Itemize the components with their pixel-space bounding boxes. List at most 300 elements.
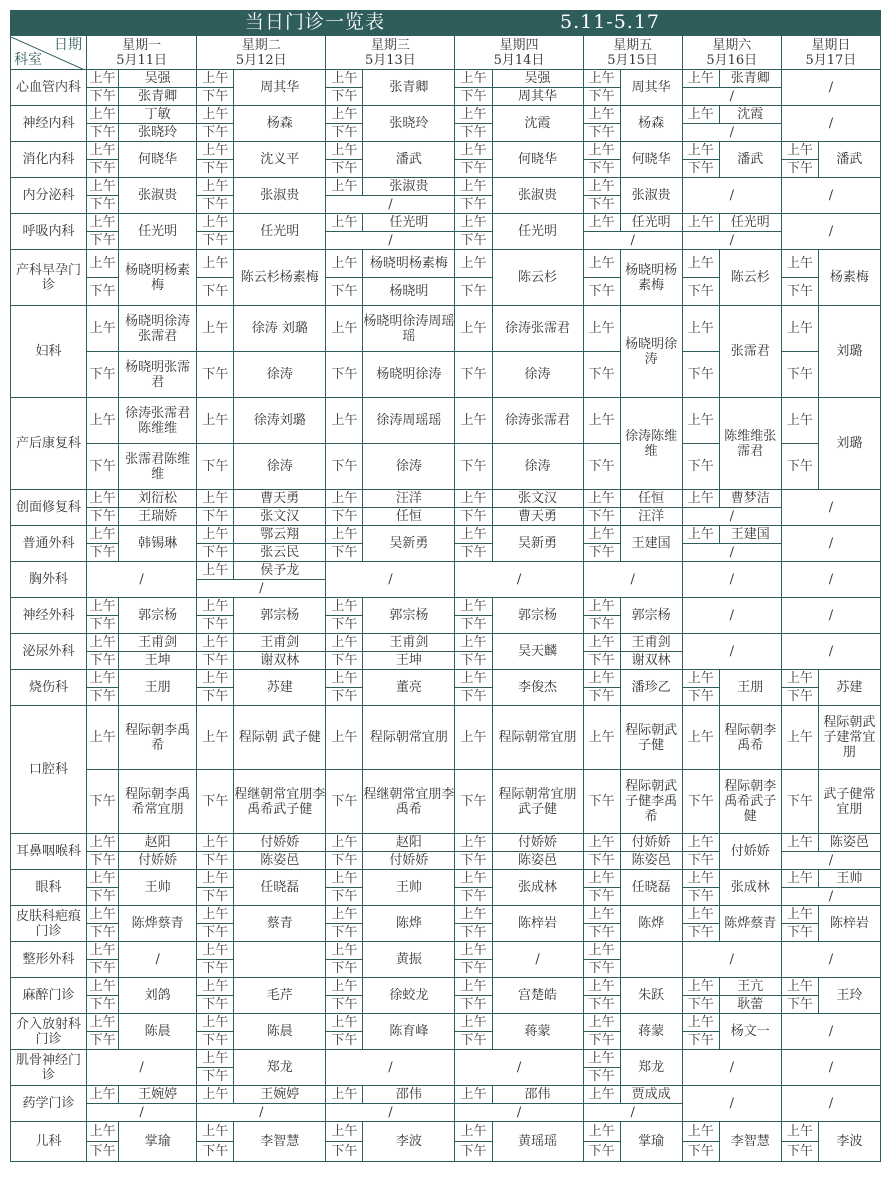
period-label-pm: 下午: [197, 688, 234, 706]
doctor-cell: 杨森: [620, 106, 682, 142]
period-label-pm: 下午: [583, 616, 620, 634]
period-label-pm: 下午: [455, 688, 492, 706]
period-label-am: 上午: [682, 706, 719, 770]
period-label-am: 上午: [781, 906, 818, 924]
doctor-cell-pm: 张云民: [234, 544, 326, 562]
period-label-am: 上午: [197, 706, 234, 770]
doctor-cell-am: 程际朝常宜朋: [492, 706, 583, 770]
period-label-am: 上午: [87, 870, 119, 888]
no-clinic-cell: /: [455, 1050, 583, 1086]
doctor-cell: 苏建: [818, 670, 880, 706]
period-label-pm: 下午: [455, 352, 492, 398]
doctor-cell: 杨晓明徐涛: [620, 306, 682, 398]
doctor-cell-am: 程际朝李禹希: [719, 706, 781, 770]
doctor-cell: 周其华: [234, 70, 326, 106]
department-name: 整形外科: [11, 942, 87, 978]
period-label-pm: 下午: [781, 352, 818, 398]
period-label-am: 上午: [682, 214, 719, 232]
no-clinic-cell: /: [781, 562, 880, 598]
period-label-am: 上午: [455, 106, 492, 124]
doctor-cell: 杨晓明杨素梅: [620, 250, 682, 306]
period-label-pm: 下午: [583, 1032, 620, 1050]
period-label-pm: 下午: [197, 278, 234, 306]
no-clinic-cell-pm: /: [682, 124, 781, 142]
period-label-am: 上午: [583, 398, 620, 444]
period-label-pm: 下午: [455, 996, 492, 1014]
period-label-am: 上午: [583, 834, 620, 852]
period-label-am: 上午: [87, 1122, 119, 1142]
period-label-pm: 下午: [455, 88, 492, 106]
period-label-am: 上午: [455, 978, 492, 996]
doctor-cell: 何晓华: [492, 142, 583, 178]
doctor-cell: 刘鸽: [119, 978, 197, 1014]
period-label-pm: 下午: [197, 996, 234, 1014]
period-label-am: 上午: [682, 670, 719, 688]
doctor-cell: 任光明: [234, 214, 326, 250]
period-label-am: 上午: [197, 1122, 234, 1142]
doctor-cell-am: 吴强: [119, 70, 197, 88]
doctor-cell: 陈云杉杨素梅: [234, 250, 326, 306]
period-label-am: 上午: [682, 398, 719, 444]
period-label-am: 上午: [583, 1086, 620, 1104]
period-label-am: 上午: [583, 670, 620, 688]
period-label-pm: 下午: [87, 508, 119, 526]
period-label-am: 上午: [682, 70, 719, 88]
weekday-label: 星期一: [122, 37, 162, 53]
dept-row: [11, 834, 881, 852]
doctor-cell-am: 贾成成: [620, 1086, 682, 1104]
doctor-cell-am: 王甫剑: [234, 634, 326, 652]
doctor-cell: 蔡青: [234, 906, 326, 942]
period-label-pm: 下午: [455, 124, 492, 142]
period-label-pm: 下午: [87, 196, 119, 214]
doctor-cell: 杨素梅: [818, 250, 880, 306]
corner-date-label: 日期: [54, 36, 82, 53]
period-label-pm: 下午: [87, 88, 119, 106]
dept-row: [11, 250, 881, 278]
dept-row: [11, 634, 881, 652]
schedule-table-container: [10, 35, 881, 1162]
no-clinic-cell: /: [781, 598, 880, 634]
doctor-cell: 徐蛟龙: [363, 978, 455, 1014]
period-label-pm: 下午: [326, 888, 363, 906]
period-label-am: 上午: [455, 250, 492, 278]
period-label-am: 上午: [326, 1086, 363, 1104]
period-label-pm: 下午: [197, 888, 234, 906]
period-label-pm: 下午: [197, 352, 234, 398]
doctor-cell: /: [492, 942, 583, 978]
period-label-am: 上午: [87, 1086, 119, 1104]
day-header: [197, 36, 326, 70]
doctor-cell-pm: 陈姿邑: [234, 852, 326, 870]
period-label-pm: 下午: [583, 960, 620, 978]
doctor-cell: 陈烨: [363, 906, 455, 942]
doctor-cell: 陈晨: [119, 1014, 197, 1050]
doctor-cell: 蒋蒙: [620, 1014, 682, 1050]
dept-row: [11, 1050, 881, 1068]
doctor-cell-am: 付娇娇: [492, 834, 583, 852]
department-name: 产科早孕门诊: [11, 250, 87, 306]
period-label-pm: 下午: [583, 352, 620, 398]
period-label-pm: 下午: [87, 278, 119, 306]
dept-row: [11, 978, 881, 996]
doctor-cell-am: 付娇娇: [620, 834, 682, 852]
doctor-cell: 杨晓明杨素梅: [119, 250, 197, 306]
period-label-am: 上午: [583, 490, 620, 508]
period-label-pm: 下午: [197, 1032, 234, 1050]
period-label-pm: 下午: [197, 960, 234, 978]
period-label-pm: 下午: [583, 124, 620, 142]
weekday-label: 星期三: [370, 37, 410, 53]
doctor-cell-am: 沈霞: [719, 106, 781, 124]
period-label-pm: 下午: [682, 278, 719, 306]
period-label-am: 上午: [197, 870, 234, 888]
no-clinic-cell-pm: /: [197, 580, 326, 598]
doctor-cell-am: 程际朝武子建常宜朋: [818, 706, 880, 770]
period-label-pm: 下午: [197, 88, 234, 106]
period-label-am: 上午: [583, 978, 620, 996]
department-name: 创面修复科: [11, 490, 87, 526]
period-label-pm: 下午: [326, 352, 363, 398]
doctor-cell: 陈烨蔡青: [719, 906, 781, 942]
no-clinic-cell: /: [781, 1050, 880, 1086]
period-label-am: 上午: [583, 306, 620, 352]
period-label-pm: 下午: [781, 996, 818, 1014]
period-label-am: 上午: [583, 706, 620, 770]
period-label-am: 上午: [197, 214, 234, 232]
period-label-pm: 下午: [455, 232, 492, 250]
period-label-am: 上午: [197, 250, 234, 278]
period-label-am: 上午: [455, 634, 492, 652]
doctor-cell: 李俊杰: [492, 670, 583, 706]
period-label-am: 上午: [781, 706, 818, 770]
period-label-pm: 下午: [87, 852, 119, 870]
period-label-am: 上午: [326, 598, 363, 616]
no-clinic-cell-pm: /: [197, 1104, 326, 1122]
period-label-pm: 下午: [682, 996, 719, 1014]
period-label-pm: 下午: [583, 652, 620, 670]
no-clinic-cell: /: [781, 526, 880, 562]
period-label-pm: 下午: [326, 688, 363, 706]
period-label-am: 上午: [781, 142, 818, 160]
doctor-cell: 王建国: [620, 526, 682, 562]
period-label-am: 上午: [455, 70, 492, 88]
period-label-am: 上午: [781, 670, 818, 688]
no-clinic-cell: /: [781, 1086, 880, 1122]
doctor-cell: 任晓磊: [234, 870, 326, 906]
doctor-cell-pm: 陈姿邑: [492, 852, 583, 870]
period-label-am: 上午: [197, 1050, 234, 1068]
no-clinic-cell-pm: /: [326, 1104, 455, 1122]
period-label-am: 上午: [583, 906, 620, 924]
date-label: 5月17日: [805, 52, 857, 68]
doctor-cell: 何晓华: [119, 142, 197, 178]
doctor-cell-pm: 程际朝李禹希常宜朋: [119, 770, 197, 834]
period-label-am: 上午: [455, 942, 492, 960]
period-label-am: 上午: [583, 1050, 620, 1068]
period-label-pm: 下午: [682, 770, 719, 834]
period-label-pm: 下午: [326, 1142, 363, 1162]
period-label-am: 上午: [87, 306, 119, 352]
period-label-am: 上午: [197, 634, 234, 652]
period-label-pm: 下午: [87, 688, 119, 706]
period-label-am: 上午: [197, 598, 234, 616]
doctor-cell: 李智慧: [719, 1122, 781, 1162]
doctor-cell-am: 赵阳: [119, 834, 197, 852]
period-label-pm: 下午: [583, 924, 620, 942]
weekday-label: 星期二: [241, 37, 281, 53]
period-label-am: 上午: [682, 490, 719, 508]
dept-row-pm: [11, 770, 881, 834]
period-label-am: 上午: [455, 526, 492, 544]
date-label: 5月16日: [706, 52, 758, 68]
doctor-cell-am: 程际朝常宜朋: [363, 706, 455, 770]
dept-row: [11, 214, 881, 232]
doctor-cell: 陈云杉: [492, 250, 583, 306]
period-label-am: 上午: [87, 598, 119, 616]
period-label-am: 上午: [583, 142, 620, 160]
period-label-pm: 下午: [583, 508, 620, 526]
period-label-pm: 下午: [682, 352, 719, 398]
doctor-cell-am: 徐涛 刘璐: [234, 306, 326, 352]
doctor-cell: 潘武: [818, 142, 880, 178]
doctor-cell: 陈梓岩: [818, 906, 880, 942]
period-label-am: 上午: [682, 1014, 719, 1032]
period-label-am: 上午: [781, 250, 818, 278]
day-header: [682, 36, 781, 70]
doctor-cell-pm: 汪洋: [620, 508, 682, 526]
period-label-pm: 下午: [455, 1142, 492, 1162]
period-label-pm: 下午: [455, 544, 492, 562]
no-clinic-cell-pm: /: [682, 232, 781, 250]
doctor-cell: 张淑贵: [119, 178, 197, 214]
date-label: 5月11日: [116, 52, 168, 68]
period-label-pm: 下午: [583, 688, 620, 706]
doctor-cell-am: 杨晓明徐涛周瑶瑶: [363, 306, 455, 352]
period-label-am: 上午: [682, 526, 719, 544]
period-label-am: 上午: [583, 250, 620, 278]
doctor-cell-pm: 耿蕾: [719, 996, 781, 1014]
period-label-pm: 下午: [197, 652, 234, 670]
department-name: 神经外科: [11, 598, 87, 634]
doctor-cell: 李波: [363, 1122, 455, 1162]
period-label-am: 上午: [326, 398, 363, 444]
doctor-cell-pm: 付娇娇: [119, 852, 197, 870]
period-label-pm: 下午: [682, 1032, 719, 1050]
period-label-pm: 下午: [781, 160, 818, 178]
no-clinic-cell: /: [87, 562, 197, 598]
department-name: 麻醉门诊: [11, 978, 87, 1014]
period-label-am: 上午: [326, 178, 363, 196]
period-label-pm: 下午: [197, 444, 234, 490]
period-label-am: 上午: [197, 562, 234, 580]
period-label-am: 上午: [197, 1014, 234, 1032]
period-label-am: 上午: [326, 634, 363, 652]
period-label-pm: 下午: [326, 616, 363, 634]
period-label-pm: 下午: [583, 996, 620, 1014]
schedule-table: [10, 35, 881, 1162]
dept-row: [11, 942, 881, 960]
doctor-cell: 韩锡琳: [119, 526, 197, 562]
department-name: 心血管内科: [11, 70, 87, 106]
doctor-cell: 潘武: [363, 142, 455, 178]
period-label-am: 上午: [87, 634, 119, 652]
dept-row: [11, 906, 881, 924]
corner-cell: [11, 36, 87, 70]
doctor-cell-am: 邵伟: [492, 1086, 583, 1104]
period-label-am: 上午: [326, 106, 363, 124]
period-label-pm: 下午: [326, 544, 363, 562]
doctor-cell-pm: 武子健常宜朋: [818, 770, 880, 834]
doctor-cell-pm: 徐涛: [363, 444, 455, 490]
period-label-am: 上午: [326, 706, 363, 770]
doctor-cell: 沈义平: [234, 142, 326, 178]
doctor-cell: 宫楚皓: [492, 978, 583, 1014]
period-label-am: 上午: [455, 906, 492, 924]
period-label-am: 上午: [87, 398, 119, 444]
department-name: 泌尿外科: [11, 634, 87, 670]
doctor-cell: 何晓华: [620, 142, 682, 178]
date-range: 5.11-5.17: [559, 11, 661, 33]
period-label-am: 上午: [583, 598, 620, 616]
period-label-am: 上午: [197, 526, 234, 544]
period-label-pm: 下午: [781, 444, 818, 490]
dept-row: [11, 490, 881, 508]
doctor-cell: 任光明: [492, 214, 583, 250]
day-header: [87, 36, 197, 70]
period-label-am: 上午: [87, 70, 119, 88]
period-label-pm: 下午: [781, 278, 818, 306]
period-label-pm: 下午: [197, 770, 234, 834]
period-label-am: 上午: [583, 1122, 620, 1142]
period-label-pm: 下午: [87, 888, 119, 906]
weekday-label: 星期五: [613, 37, 653, 53]
no-clinic-cell: /: [682, 562, 781, 598]
doctor-cell: 王朋: [719, 670, 781, 706]
doctor-cell-am: 侯予龙: [234, 562, 326, 580]
period-label-am: 上午: [455, 1014, 492, 1032]
period-label-pm: 下午: [87, 924, 119, 942]
period-label-am: 上午: [781, 398, 818, 444]
period-label-pm: 下午: [87, 544, 119, 562]
doctor-cell: 郭宗杨: [620, 598, 682, 634]
period-label-pm: 下午: [583, 444, 620, 490]
department-name: 胸外科: [11, 562, 87, 598]
doctor-cell: 蒋蒙: [492, 1014, 583, 1050]
doctor-cell-am: 吴强: [492, 70, 583, 88]
doctor-cell: 郭宗杨: [363, 598, 455, 634]
period-label-pm: 下午: [87, 996, 119, 1014]
period-label-pm: 下午: [455, 278, 492, 306]
period-label-am: 上午: [682, 1122, 719, 1142]
dept-row: [11, 870, 881, 888]
doctor-cell: 董亮: [363, 670, 455, 706]
period-label-am: 上午: [326, 1122, 363, 1142]
period-label-pm: 下午: [583, 1068, 620, 1086]
no-clinic-cell: /: [583, 562, 682, 598]
period-label-pm: 下午: [583, 888, 620, 906]
doctor-cell-pm: 张青卿: [119, 88, 197, 106]
period-label-pm: 下午: [197, 1068, 234, 1086]
period-label-am: 上午: [197, 490, 234, 508]
period-label-am: 上午: [455, 598, 492, 616]
doctor-cell-pm: 谢双林: [234, 652, 326, 670]
period-label-pm: 下午: [326, 508, 363, 526]
date-label: 5月14日: [493, 52, 545, 68]
period-label-am: 上午: [197, 942, 234, 960]
doctor-cell: 黄瑶瑶: [492, 1122, 583, 1162]
doctor-cell-pm: 王坤: [119, 652, 197, 670]
period-label-pm: 下午: [682, 924, 719, 942]
period-label-am: 上午: [87, 490, 119, 508]
doctor-cell: 王帅: [119, 870, 197, 906]
period-label-am: 上午: [326, 906, 363, 924]
doctor-cell: 黄振: [363, 942, 455, 978]
no-clinic-cell-pm: /: [682, 544, 781, 562]
period-label-pm: 下午: [455, 196, 492, 214]
period-label-am: 上午: [682, 978, 719, 996]
doctor-cell: 杨森: [234, 106, 326, 142]
doctor-cell: 郭宗杨: [492, 598, 583, 634]
doctor-cell: 郭宗杨: [234, 598, 326, 634]
period-label-am: 上午: [326, 142, 363, 160]
period-label-am: 上午: [87, 978, 119, 996]
period-label-am: 上午: [682, 306, 719, 352]
doctor-cell: 周其华: [620, 70, 682, 106]
no-clinic-cell: /: [781, 1014, 880, 1050]
doctor-cell: 潘武: [719, 142, 781, 178]
doctor-cell: 陈云杉: [719, 250, 781, 306]
period-label-am: 上午: [455, 398, 492, 444]
period-label-am: 上午: [583, 942, 620, 960]
period-label-am: 上午: [326, 214, 363, 232]
doctor-cell-am: 王婉婷: [234, 1086, 326, 1104]
doctor-cell-pm: 程继朝常宜朋李禹希武子健: [234, 770, 326, 834]
doctor-cell: 毛芹: [234, 978, 326, 1014]
period-label-pm: 下午: [326, 278, 363, 306]
period-label-am: 上午: [583, 70, 620, 88]
period-label-am: 上午: [455, 178, 492, 196]
period-label-pm: 下午: [326, 124, 363, 142]
period-label-pm: 下午: [197, 544, 234, 562]
period-label-am: 上午: [326, 526, 363, 544]
period-label-pm: 下午: [87, 652, 119, 670]
doctor-cell-am: 任光明: [620, 214, 682, 232]
doctor-cell: 吴天麟: [492, 634, 583, 670]
doctor-cell: 王玲: [818, 978, 880, 1014]
department-name: 普通外科: [11, 526, 87, 562]
period-label-pm: 下午: [326, 770, 363, 834]
period-label-am: 上午: [197, 306, 234, 352]
no-clinic-cell: /: [682, 942, 781, 978]
period-label-am: 上午: [87, 250, 119, 278]
period-label-pm: 下午: [455, 852, 492, 870]
doctor-cell: 陈烨: [620, 906, 682, 942]
doctor-cell: [234, 942, 326, 978]
doctor-cell-am: 徐涛周瑶瑶: [363, 398, 455, 444]
doctor-cell: 张霈君: [719, 306, 781, 398]
period-label-am: 上午: [583, 214, 620, 232]
doctor-cell: 郑龙: [234, 1050, 326, 1086]
no-clinic-cell-pm: /: [87, 1104, 197, 1122]
period-label-pm: 下午: [682, 888, 719, 906]
period-label-pm: 下午: [583, 278, 620, 306]
dept-row: [11, 178, 881, 196]
weekday-label: 星期六: [712, 37, 752, 53]
period-label-pm: 下午: [87, 616, 119, 634]
doctor-cell-pm: 张文汉: [234, 508, 326, 526]
period-label-pm: 下午: [197, 924, 234, 942]
